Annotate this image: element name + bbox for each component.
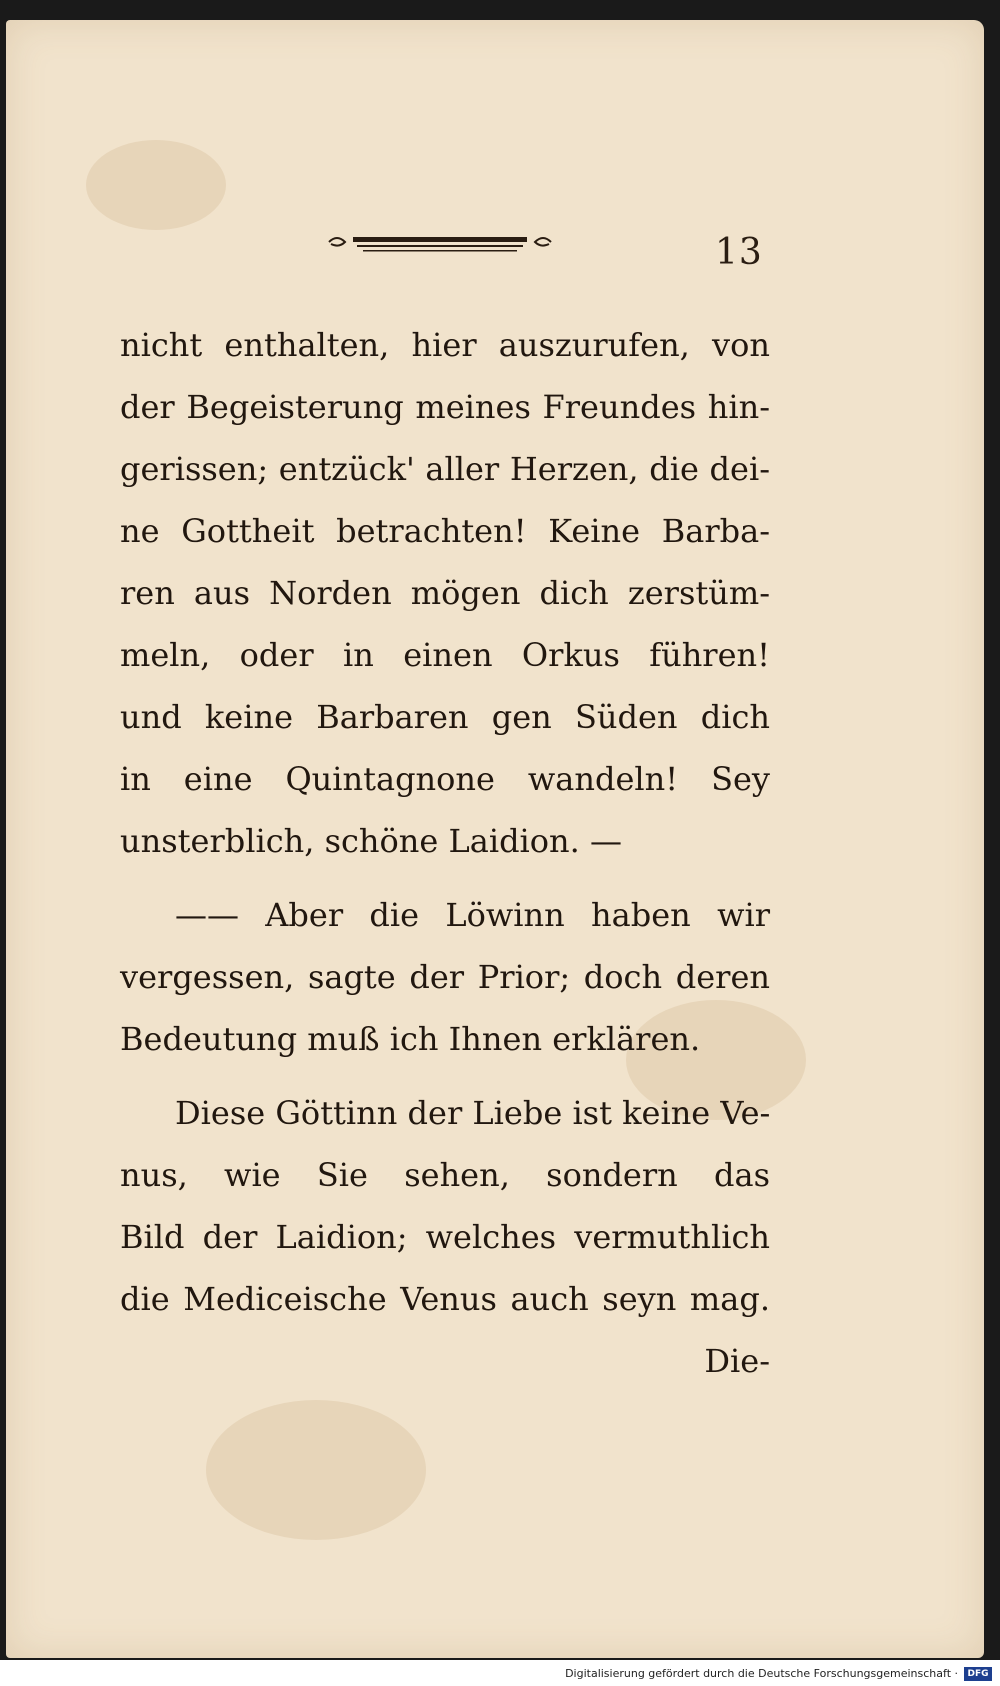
text-line: der Begeisterung meines Freundes hin- [120, 388, 770, 426]
footer-credit: Digitalisierung gefördert durch die Deutsche Forschungsgemeinschaft · [565, 1667, 958, 1680]
text-line: gerissen; entzück' aller Herzen, die dei- [120, 450, 770, 488]
text-line: ren aus Norden mögen dich zerstüm- [120, 574, 770, 612]
header-ornament [325, 232, 555, 262]
text-line: —— Aber die Löwinn haben wir [175, 896, 770, 934]
text-line: in eine Quintagnone wandeln! Sey [120, 760, 770, 798]
text-line: und keine Barbaren gen Süden dich [120, 698, 770, 736]
catchword: Die- [704, 1342, 770, 1380]
text-line: nus, wie Sie sehen, sondern das [120, 1156, 770, 1194]
text-line: die Mediceische Venus auch seyn mag. [120, 1280, 770, 1318]
text-line: Bedeutung muß ich Ihnen erklären. [120, 1020, 701, 1058]
text-line: Bild der Laidion; welches vermuthlich [120, 1218, 770, 1256]
text-line: ne Gottheit betrachten! Keine Barba- [120, 512, 770, 550]
paper-stain [206, 1400, 426, 1540]
text-line: Diese Göttinn der Liebe ist keine Ve- [175, 1094, 771, 1132]
text-line: nicht enthalten, hier auszurufen, von [120, 326, 770, 364]
text-line: unsterblich, schöne Laidion. — [120, 822, 622, 860]
body-text [120, 314, 770, 1392]
footer-bar [0, 1660, 1000, 1686]
text-line: vergessen, sagte der Prior; doch deren [120, 958, 770, 996]
dfg-logo: DFG [964, 1667, 992, 1681]
paper-stain [86, 140, 226, 230]
text-line: meln, oder in einen Orkus führen! [120, 636, 770, 674]
page-number: 13 [715, 232, 763, 273]
